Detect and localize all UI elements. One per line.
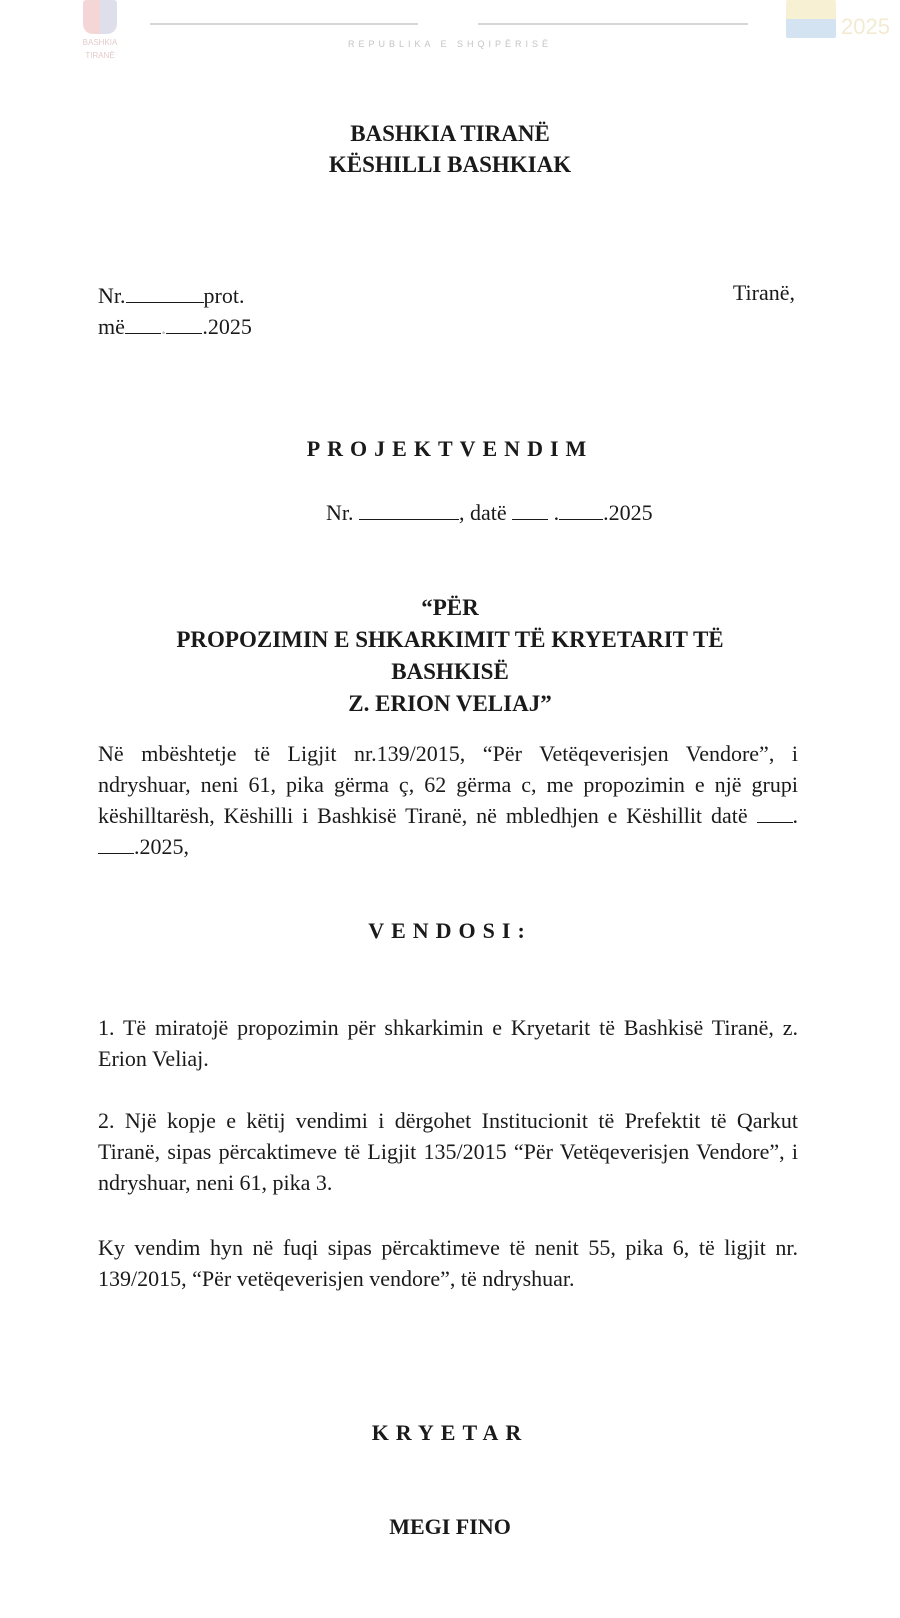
decision-year: .2025 (603, 500, 653, 525)
protocol-day-blank (125, 315, 161, 334)
brand-2025-logo (786, 0, 900, 40)
title-line-3: BASHKISË (391, 659, 509, 684)
protocol-date-sep: . (160, 314, 167, 339)
municipality-logo (78, 0, 122, 60)
letterhead-rule-left (150, 23, 418, 25)
decision-date-label: , datë (459, 500, 507, 525)
title-line-1: “PËR (421, 595, 479, 620)
preamble-text: Në mbështetje të Ligjit nr.139/2015, “Për Vetëqeverisjen Vendore”, i ndryshuar, neni 61, pika gërma ç, 62 gërma c, me propozimin e një grupi këshilltarësh, Këshilli i Bashkisë Tiranë, në mbledhjen e Këshillit datë (98, 741, 798, 828)
decision-month-blank (559, 501, 603, 520)
coat-of-arms-icon (83, 0, 117, 34)
decision-date-sep: . (553, 500, 560, 525)
meeting-day-blank (757, 804, 793, 823)
decision-number-blank (359, 501, 459, 520)
protocol-reference (98, 280, 252, 342)
place-label: Tiranë, (732, 280, 795, 305)
decision-title (0, 592, 900, 720)
protocol-prot-label: prot. (203, 283, 245, 308)
meeting-date-sep: . (792, 803, 798, 828)
preamble-paragraph (98, 738, 798, 862)
republic-label: REPUBLIKA E SHQIPËRISË (347, 39, 553, 49)
protocol-nr-label: Nr. (98, 283, 126, 308)
protocol-year: .2025 (202, 314, 252, 339)
decision-number-line (326, 500, 653, 526)
meeting-month-blank (98, 835, 134, 854)
brand-year: 2025 (841, 14, 890, 39)
logo-text-line1: BASHKIA (82, 38, 118, 47)
signatory-role: KRYETAR (371, 1420, 529, 1445)
letterhead-rule-right (478, 23, 748, 25)
decides-heading: VENDOSI: (368, 918, 532, 943)
meeting-year: .2025, (134, 834, 189, 859)
protocol-number-blank (126, 284, 204, 303)
protocol-date-label: më (98, 314, 125, 339)
institution-name: BASHKIA TIRANË (350, 121, 550, 146)
decision-day-blank (512, 501, 548, 520)
title-line-4: Z. ERION VELIAJ” (348, 691, 552, 716)
logo-text-line2: TIRANË (85, 51, 115, 60)
decision-nr-label: Nr. (326, 500, 354, 525)
document-type: PROJEKTVENDIM (306, 436, 594, 461)
signatory-name: MEGI FINO (389, 1514, 511, 1539)
institution-header (0, 118, 900, 180)
brand-tiles-icon (786, 0, 836, 38)
decision-item-2: 2. Një kopje e këtij vendimi i dërgohet Institucionit të Prefektit të Qarkut Tiranë, sipas përcaktimeve të Ligjit 135/2015 “Për Vetëqeverisjen Vendore”, i ndryshuar, neni 61, pika 3. (98, 1108, 798, 1195)
council-name: KËSHILLI BASHKIAK (328, 152, 572, 177)
title-line-2: PROPOZIMIN E SHKARKIMIT TË KRYETARIT TË (176, 627, 724, 652)
decision-item-1: 1. Të miratojë propozimin për shkarkimin e Kryetarit të Bashkisë Tiranë, z. Erion Veliaj. (98, 1015, 798, 1071)
entry-into-force-clause: Ky vendim hyn në fuqi sipas përcaktimeve të nenit 55, pika 6, të ligjit nr. 139/2015, “Për vetëqeverisjen vendore”, të ndryshuar. (98, 1235, 798, 1291)
protocol-month-blank (166, 315, 202, 334)
